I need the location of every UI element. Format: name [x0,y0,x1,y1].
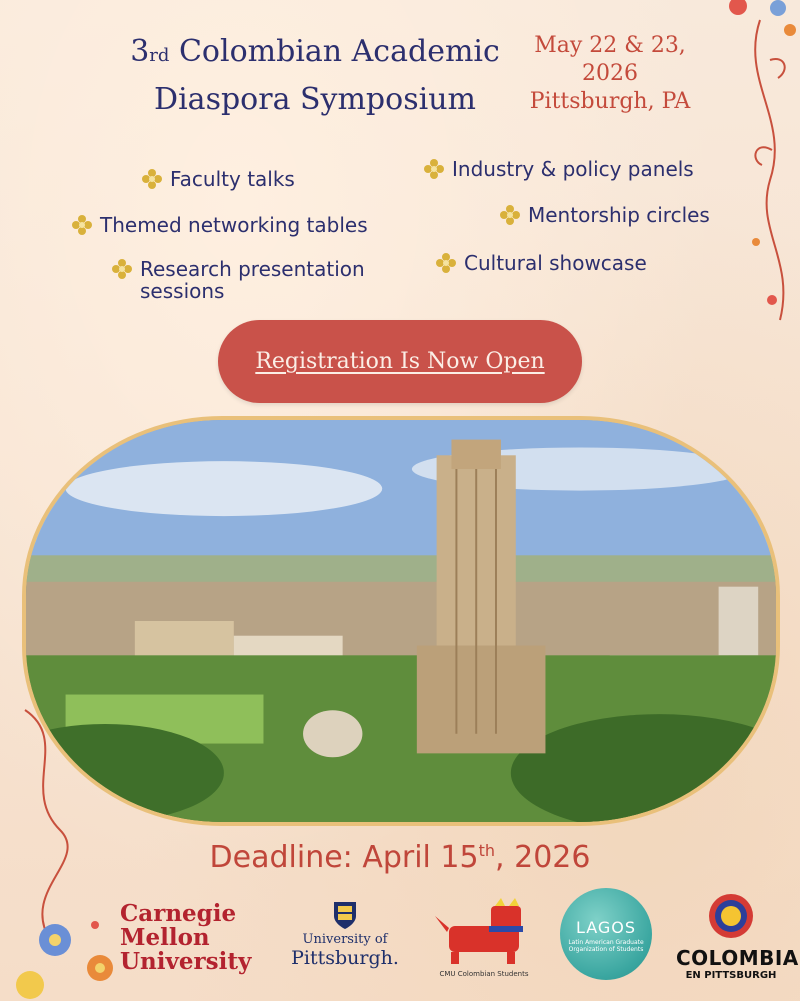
cathedral-photo [22,416,780,826]
cmu-line1: Carnegie [120,900,237,927]
deadline-year: , 2026 [495,840,591,875]
cmu-line2: Mellon [120,924,210,951]
campus-aerial-illustration [26,420,776,822]
registration-deadline [0,840,800,875]
top-right-floral-decoration [700,0,800,330]
feature-industry-panels [424,158,694,180]
feature-label: Industry & policy panels [452,157,694,181]
cmu-colombian-students-logo [420,898,548,978]
pitt-line2: Pittsburgh. [291,947,399,969]
scottie-dog-logo [429,898,539,966]
flower-star-icon [72,215,92,235]
feature-label: Themed networking tables [100,213,368,237]
cmu-colombian-label: CMU Colombian Students [439,970,529,978]
feature-label: Faculty talks [170,167,295,191]
feature-networking-tables [72,214,368,236]
cmu-line3: University [120,948,252,975]
title-line1: Colombian Academic [169,34,500,69]
flower-star-icon [500,205,520,225]
feature-cultural-showcase [436,252,647,274]
title-line2: Diaspora Symposium [154,82,476,117]
feature-research-sessions [112,258,390,302]
colombia-en-pittsburgh-logo [676,892,799,981]
feature-label: Mentorship circles [528,203,710,227]
event-date-location [520,32,700,116]
lagos-logo [560,888,652,980]
colombia-flag-circle-icon [707,892,755,940]
pitt-line1: University of [302,932,388,947]
date-line2: 2026 [582,61,638,86]
pitt-crest-icon [332,900,358,930]
registration-button[interactable]: Registration Is Now Open [218,320,582,403]
flower-star-icon [424,159,444,179]
location: Pittsburgh, PA [529,89,691,114]
flower-star-icon [436,253,456,273]
pitt-logo [290,900,400,969]
cmu-logo [120,902,250,974]
feature-mentorship-circles [500,204,710,226]
lagos-title: LAGOS [575,918,637,937]
colombia-title: COLOMBIA [676,946,799,970]
feature-label: Research presentation sessions [140,257,365,303]
title-ordinal: 3 [130,34,150,69]
feature-label: Cultural showcase [464,251,647,275]
feature-faculty-talks [142,168,295,190]
title-ordinal-suffix: rd [149,45,170,66]
lagos-subtitle: Latin American Graduate Organization of Students [568,939,644,953]
deadline-suffix: th [478,841,496,860]
flower-star-icon [142,169,162,189]
colombia-subtitle: EN PITTSBURGH [685,970,777,981]
deadline-prefix: Deadline: April 15 [209,840,479,875]
event-title [105,30,525,122]
flower-star-icon [112,259,132,279]
date-line1: May 22 & 23, [534,33,686,58]
